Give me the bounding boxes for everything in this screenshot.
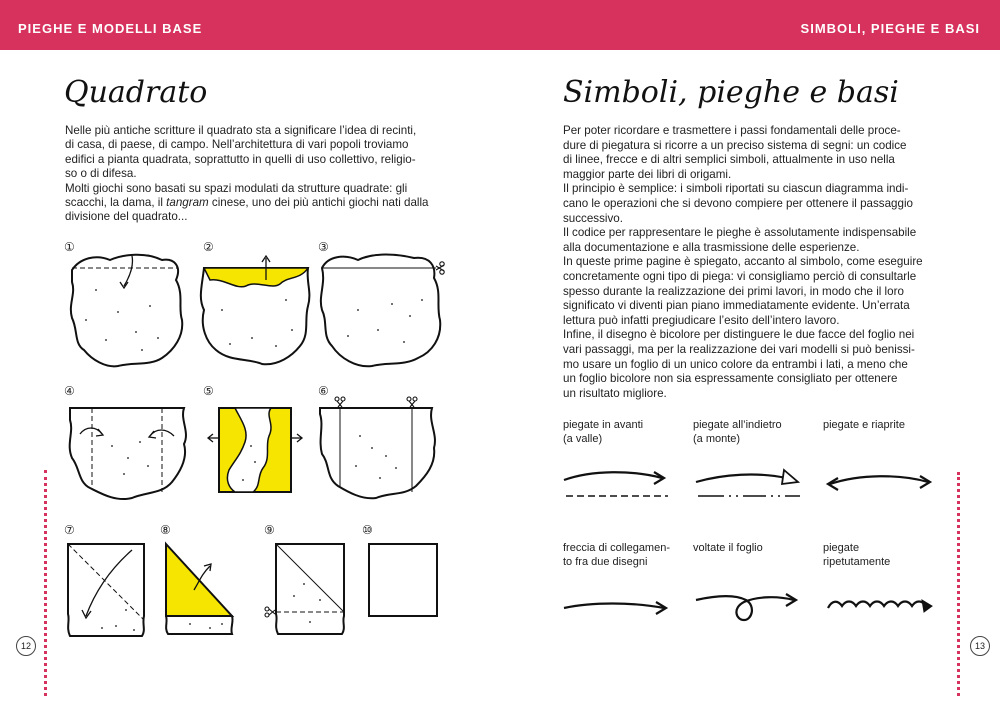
symbol-label-link-arrow: freccia di collegamen- to fra due disegni <box>563 542 670 568</box>
body-line: Il codice per rappresentare le pieghe è assolutamente indispensabile <box>563 226 917 240</box>
symbol-label-valley-fold: piegate in avanti (a valle) <box>563 419 644 445</box>
step-number-4: ④ <box>64 384 75 398</box>
left-page-title: Quadrato <box>64 75 208 110</box>
step-5-diagram <box>205 396 315 506</box>
body-line: Infine, il disegno è bicolore per distinguere le due facce del foglio nei <box>563 328 915 342</box>
left-dotted-border <box>44 470 47 696</box>
section-title-right: SIMBOLI, PIEGHE E BASI <box>800 21 980 36</box>
body-text-span: scacchi, la dama, il <box>65 196 167 210</box>
section-title-left: PIEGHE E MODELLI BASE <box>18 21 203 36</box>
body-line: In queste prime pagine è spiegato, accanto al simbolo, come eseguire <box>563 255 923 269</box>
step-7-diagram <box>66 540 156 640</box>
step-number-8: ⑧ <box>160 523 171 537</box>
body-line: maggior parte dei libri di origami. <box>563 167 732 181</box>
tangram-italic: tangram <box>166 196 209 210</box>
step-3-diagram <box>318 250 448 368</box>
mountain-fold-arrow-icon <box>694 466 806 500</box>
valley-fold-arrow-icon <box>562 466 674 500</box>
repeat-fold-arrow-icon <box>826 596 938 620</box>
step-2-diagram <box>196 250 316 368</box>
symbol-label-mountain-fold: piegate all’indietro (a monte) <box>693 419 782 445</box>
step-10-diagram <box>367 542 439 618</box>
page-number-right: 13 <box>970 636 990 656</box>
body-line: vari passaggi, ma per la realizzazione dei vari modelli si può benissi- <box>563 342 915 356</box>
left-page-body <box>65 124 465 225</box>
body-line: so o di difesa. <box>65 167 137 181</box>
symbol-label-turn-over: voltate il foglio <box>693 542 763 554</box>
right-dotted-border <box>957 472 960 696</box>
body-line: di linee, frecce e di altri semplici simboli, attualmente in uso nella <box>563 153 895 167</box>
right-page-title: Simboli, pieghe e basi <box>563 75 899 110</box>
step-number-7: ⑦ <box>64 523 75 537</box>
step-number-3: ③ <box>318 240 329 254</box>
body-line: Molti giochi sono basati su spazi modulati da strutture quadrate: gli <box>65 181 408 195</box>
step-1-diagram <box>66 250 186 368</box>
body-line: spesso durante la realizzazione dei primi lavori, in modo che il loro <box>563 284 904 298</box>
step-4-diagram <box>66 396 191 506</box>
body-line: alla documentazione e alla trasmissione delle esperienze. <box>563 240 860 254</box>
body-line: divisione del quadrato... <box>65 210 188 224</box>
step-6-diagram <box>316 396 441 506</box>
body-line: mo usare un foglio di un unico colore da entrambi i lati, a meno che <box>563 357 908 371</box>
header-bar <box>0 0 1000 50</box>
body-line: cano le operazioni che si devono compiere per ottenere il passaggio <box>563 196 913 210</box>
turn-over-arrow-icon <box>694 590 806 630</box>
body-line: Nelle più antiche scritture il quadrato sta a significare l’idea di recinti, <box>65 124 417 137</box>
step-number-10: ⑩ <box>362 523 373 537</box>
body-line: un risultato migliore. <box>563 386 667 400</box>
symbol-label-repeat-fold: piegate ripetutamente <box>823 542 891 568</box>
body-line: lettura può infatti pregiudicare l’esito dell’intero lavoro. <box>563 313 840 327</box>
body-line: Per poter ricordare e trasmettere i passi fondamentali delle proce- <box>563 124 901 137</box>
symbol-label-fold-unfold: piegate e riaprite <box>823 419 905 431</box>
link-arrow-icon <box>562 596 674 620</box>
body-text-span: cinese, uno dei più antichi giochi nati dalla <box>208 196 429 210</box>
right-page-body <box>563 124 943 401</box>
step-number-9: ⑨ <box>264 523 275 537</box>
step-8-diagram <box>160 540 250 640</box>
step-number-2: ② <box>203 240 214 254</box>
body-line: Il principio è semplice: i simboli riportati su ciascun diagramma indi- <box>563 182 909 196</box>
body-line: di casa, di paese, di campo. Nell’architettura di vari popoli troviamo <box>65 138 409 152</box>
fold-unfold-arrow-icon <box>824 470 936 494</box>
body-line: un foglio bicolore non sia espressamente consigliato per ottenere <box>563 372 898 386</box>
body-line: significato vi diventi pian piano immediatamente evidente. Un’errata <box>563 299 910 313</box>
body-line: successivo. <box>563 211 623 225</box>
body-line <box>65 196 465 210</box>
body-line: dure di piegatura si ricorre a un preciso sistema di segni: un codice <box>563 138 907 152</box>
step-number-6: ⑥ <box>318 384 329 398</box>
step-9-diagram <box>264 540 354 640</box>
body-line: concretamente ogni tipo di piega: vi consigliamo perciò di consultarle <box>563 269 917 283</box>
step-number-1: ① <box>64 240 75 254</box>
page-number-left: 12 <box>16 636 36 656</box>
step-number-5: ⑤ <box>203 384 214 398</box>
body-line: edifici a pianta quadrata, soprattutto in quelli di uso collettivo, religio- <box>65 152 416 166</box>
